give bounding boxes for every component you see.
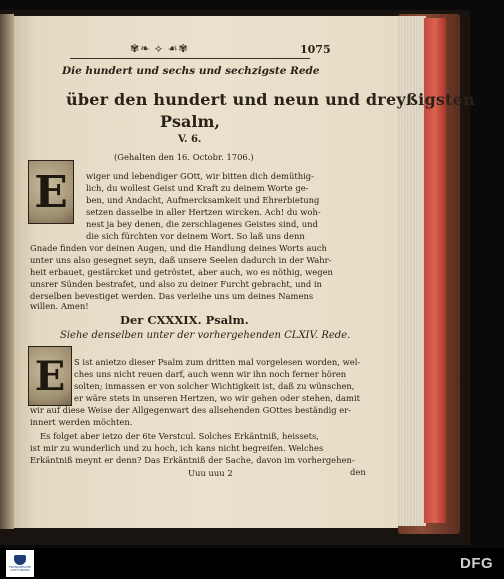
catchword: den: [350, 467, 366, 477]
logo-text: FRANCKESCHE STIFTUNGEN: [8, 565, 32, 572]
section-title: Der CXXXIX. Psalm.: [120, 313, 249, 327]
drop-cap-initial: E: [28, 346, 72, 406]
body-line: er wäre stets in unseren Hertzen, wo wir gehen oder stehen, damit: [74, 393, 361, 403]
prayer-line: lich, du wollest Geist und Kraft zu deinem Worte ge-: [86, 183, 309, 193]
prayer-line: die sich fürchten vor deinem Wort. So laß uns denn: [86, 231, 305, 241]
prayer-line: willen. Amen!: [30, 301, 89, 311]
body-line: solten; inmassen er von solcher Wichtigkeit ist, daß zu wünschen,: [74, 381, 355, 391]
body-line: wir auf diese Weise der Allgegenwart des allsehenden GOttes beständig er-: [30, 405, 352, 415]
verse-reference: V. 6.: [178, 134, 202, 145]
logo-icon: [14, 555, 26, 565]
prayer-line: wiger und lebendiger GOtt, wir bitten dich demüthig-: [86, 171, 314, 181]
header-ornament: ✾❧ ⟡ ☙✾: [130, 42, 189, 55]
viewer-footer: [0, 548, 504, 579]
sermon-heading-line1: Die hundert und sechs und sechzigste Rede: [62, 65, 320, 77]
drop-cap-initial: E: [28, 160, 74, 224]
prayer-line: ben, und Andacht, Aufmercksamkeit und Ehrerbietung: [86, 195, 320, 205]
prayer-line: nest ja bey denen, die zerschlagenes Geistes sind, und: [86, 219, 318, 229]
dfg-logo[interactable]: DFG: [460, 555, 494, 572]
prayer-line: heit erbauet, gestärcket und getröstet, aber auch, wo es nöthig, wegen: [30, 267, 333, 277]
body-line: S ist anietzo dieser Psalm zum dritten mal vorgelesen worden, wel-: [74, 357, 361, 367]
prayer-line: setzen dasselbe in aller Hertzen wircken. Ach! du woh-: [86, 207, 321, 217]
prayer-line: derselben bevestiget werden. Das verleihe uns um deines Namens: [30, 291, 314, 301]
sermon-heading-line2: über den hundert und neun und dreyßigsten: [66, 90, 475, 109]
prayer-line: unter uns also gesegnet seyn, daß unsere Seelen dadurch in der Wahr-: [30, 255, 332, 265]
body-line: Erkäntniß meynt er denn? Das Erkäntniß der Sache, davon im vorhergehen-: [30, 455, 355, 465]
date-line: (Gehalten den 16. Octobr. 1706.): [114, 152, 254, 162]
page-number: 1075: [300, 43, 331, 56]
body-line: ches uns nicht reuen darf, auch wenn wir ihn noch ferner hören: [74, 369, 347, 379]
signature-mark: Uuu uuu 2: [188, 468, 233, 478]
section-subtitle: Siehe denselben unter der vorhergehenden CLXIV. Rede.: [60, 330, 351, 341]
book-gutter: [0, 14, 14, 529]
header-rule: [70, 58, 310, 59]
prayer-line: Gnade finden vor deinen Augen, und die Handlung deines Worts auch: [30, 243, 327, 253]
franckesche-stiftungen-logo[interactable]: [6, 550, 34, 577]
prayer-line: unsrer Sünden bestrafet, und also zu deiner Furcht gebracht, und in: [30, 279, 322, 289]
body-line: innert werden möchten.: [30, 417, 133, 427]
body-line: Es folget aber ietzo der 6te Verstcul. Solches Erkäntniß, heissets,: [40, 431, 319, 441]
body-line: ist mir zu wunderlich und zu hoch, ich kans nicht begreifen. Welches: [30, 443, 324, 453]
sermon-heading-line3: Psalm,: [160, 112, 220, 131]
